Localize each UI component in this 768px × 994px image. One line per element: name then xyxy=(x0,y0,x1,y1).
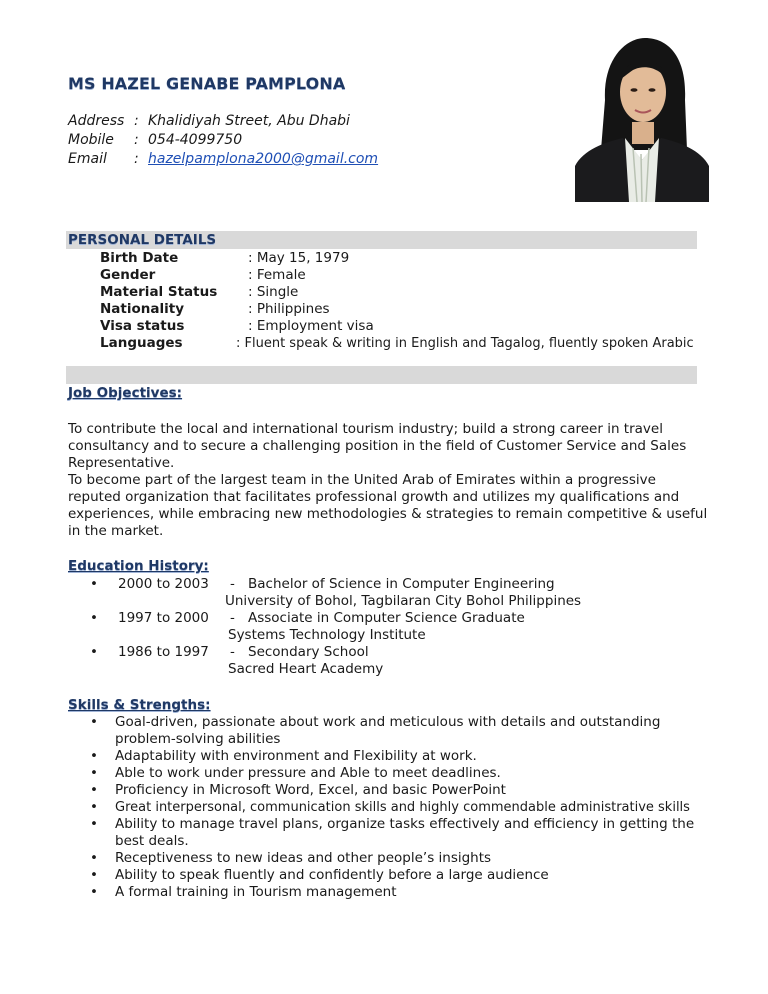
personal-value: : Fluent speak & writing in English and Tagalog, fluently spoken Arabic xyxy=(236,336,694,351)
contact-mobile-value: 054-4099750 xyxy=(148,132,243,148)
personal-label: Birth Date xyxy=(100,250,179,266)
bullet: • xyxy=(90,799,98,815)
personal-details-list xyxy=(100,250,694,352)
bullet: • xyxy=(90,576,98,592)
education-entry xyxy=(88,576,581,593)
skill-text: A formal training in Tourism management xyxy=(115,884,397,900)
skill-text: Goal-driven, passionate about work and meticulous with details and outstanding problem-solving abilities xyxy=(115,714,661,747)
personal-value: : May 15, 1979 xyxy=(248,250,350,266)
email-link[interactable]: hazelpamplona2000@gmail.com xyxy=(148,151,379,167)
skill-item xyxy=(88,816,708,850)
skills-list xyxy=(88,714,708,901)
objective-paragraph: To become part of the largest team in the United Arab of Emirates within a progressive reputed organization that facilitates professional growth and utilizes my qualifications and experiences, while embracing new methodologies & strategies to remain competitive & useful in the market. xyxy=(68,472,708,539)
education-section-title: Education History: xyxy=(68,558,209,574)
bullet: • xyxy=(90,765,98,781)
personal-label: Visa status xyxy=(100,318,185,334)
bullet: • xyxy=(90,782,98,798)
skill-item xyxy=(88,799,708,816)
education-degree: Bachelor of Science in Computer Engineering xyxy=(248,576,555,592)
skill-text: Adaptability with environment and Flexibility at work. xyxy=(115,748,477,764)
contact-mobile-label: Mobile xyxy=(68,132,114,148)
objectives-bar xyxy=(66,366,697,384)
personal-value: : Employment visa xyxy=(248,318,374,334)
personal-row xyxy=(100,335,694,352)
contact-mobile-row xyxy=(68,131,378,150)
education-school: Sacred Heart Academy xyxy=(228,661,384,677)
bullet: • xyxy=(90,610,98,626)
education-list xyxy=(88,576,581,678)
bullet: • xyxy=(90,644,98,660)
education-dash: - xyxy=(230,610,235,626)
personal-value: : Female xyxy=(248,267,306,283)
skill-item xyxy=(88,850,708,867)
bullet: • xyxy=(90,714,98,730)
bullet: • xyxy=(90,884,98,900)
objectives-section-title: Job Objectives: xyxy=(68,385,183,401)
personal-row xyxy=(100,318,694,335)
skill-text: Proficiency in Microsoft Word, Excel, and basic PowerPoint xyxy=(115,782,506,798)
personal-label: Material Status xyxy=(100,284,218,300)
education-school: University of Bohol, Tagbilaran City Bohol Philippines xyxy=(225,593,582,609)
objective-paragraph: To contribute the local and international tourism industry; build a strong career in travel consultancy and to secure a challenging position in the field of Customer Service and Sales Representative. xyxy=(68,421,687,471)
skill-item xyxy=(88,714,708,748)
skill-item xyxy=(88,765,708,782)
skill-text: Able to work under pressure and Able to meet deadlines. xyxy=(115,765,501,781)
education-degree: Associate in Computer Science Graduate xyxy=(248,610,525,626)
bullet: • xyxy=(90,867,98,883)
contact-email-row xyxy=(68,150,378,169)
education-entry xyxy=(88,610,581,627)
candidate-name: MS HAZEL GENABE PAMPLONA xyxy=(68,74,346,93)
contact-address-sep: : xyxy=(134,113,139,129)
contact-block xyxy=(68,112,378,169)
contact-email-label: Email xyxy=(68,151,107,167)
personal-label: Languages xyxy=(100,335,183,351)
education-entry xyxy=(88,644,581,661)
education-dash: - xyxy=(230,644,235,660)
personal-row xyxy=(100,284,694,301)
skill-item xyxy=(88,782,708,799)
skills-section-title: Skills & Strengths: xyxy=(68,697,211,713)
education-years: 2000 to 2003 xyxy=(118,576,209,592)
skill-item xyxy=(88,748,708,765)
skill-text: Great interpersonal, communication skills and highly commendable administrative skills xyxy=(115,800,690,815)
education-dash: - xyxy=(230,576,235,592)
education-years: 1997 to 2000 xyxy=(118,610,209,626)
contact-address-value: Khalidiyah Street, Abu Dhabi xyxy=(148,113,350,129)
personal-row xyxy=(100,301,694,318)
personal-section-title: PERSONAL DETAILS xyxy=(68,232,217,248)
contact-mobile-sep: : xyxy=(134,132,139,148)
personal-value: : Philippines xyxy=(248,301,330,317)
bullet: • xyxy=(90,748,98,764)
education-school: Systems Technology Institute xyxy=(228,627,426,643)
skill-text: Ability to speak fluently and confidently before a large audience xyxy=(115,867,549,883)
education-degree: Secondary School xyxy=(248,644,369,660)
personal-row xyxy=(100,267,694,284)
bullet: • xyxy=(90,850,98,866)
skill-text: Ability to manage travel plans, organize tasks effectively and efficiency in getting the best deals. xyxy=(115,816,695,849)
personal-row xyxy=(100,250,694,267)
skill-text: Receptiveness to new ideas and other people’s insights xyxy=(115,850,492,866)
profile-photo xyxy=(575,30,709,202)
contact-address-row xyxy=(68,112,378,131)
contact-email-sep: : xyxy=(134,151,139,167)
personal-label: Nationality xyxy=(100,301,184,317)
skill-item xyxy=(88,867,708,884)
contact-address-label: Address xyxy=(68,113,125,129)
personal-value: : Single xyxy=(248,284,299,300)
skill-item xyxy=(88,884,708,901)
bullet: • xyxy=(90,816,98,832)
education-years: 1986 to 1997 xyxy=(118,644,209,660)
personal-label: Gender xyxy=(100,267,156,283)
